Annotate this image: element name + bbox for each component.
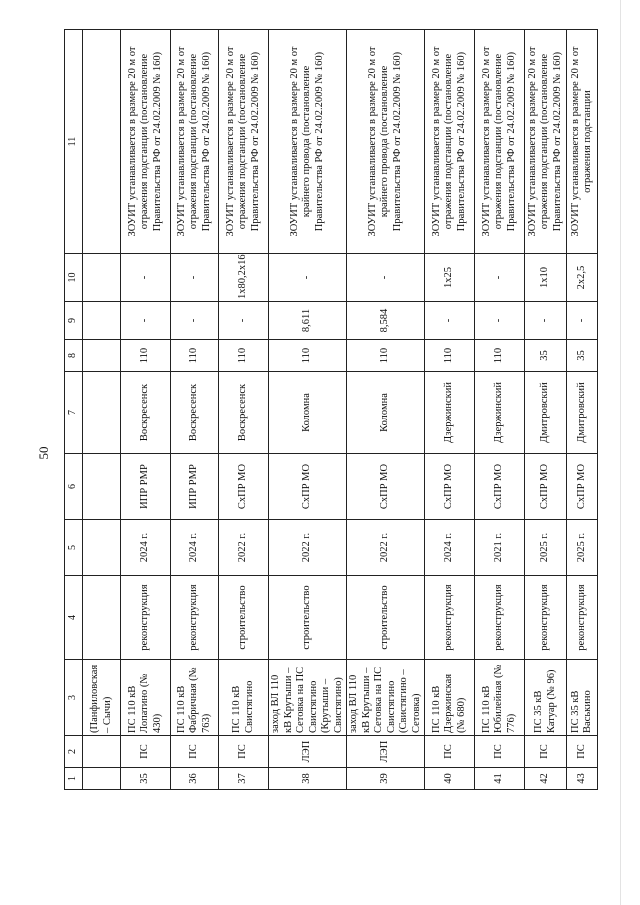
object-name-cell: ПС 110 кВ Лопатино (№ 430) bbox=[121, 660, 171, 736]
zone-note-cell: ЗОУИТ устанавливается в размере 20 м от отражения подстанции bbox=[567, 30, 598, 254]
voltage-cell: 110 bbox=[475, 340, 525, 372]
length-cell: - bbox=[171, 302, 219, 340]
zone-note-cell bbox=[83, 30, 121, 254]
work-type-cell: строительство bbox=[219, 576, 269, 660]
object-name-cell: (Панфиловская – Сычи) bbox=[83, 660, 121, 736]
year-cell: 2022 г. bbox=[269, 520, 347, 576]
object-type-cell bbox=[83, 736, 121, 768]
work-type-cell: реконструкция bbox=[475, 576, 525, 660]
row-number-cell: 40 bbox=[425, 768, 475, 790]
voltage-cell: 110 bbox=[425, 340, 475, 372]
work-type-cell: реконструкция bbox=[425, 576, 475, 660]
object-name-cell: ПС 110 кВ Дзержинская (№ 680) bbox=[425, 660, 475, 736]
row-number-cell bbox=[83, 768, 121, 790]
header-cell: 10 bbox=[65, 254, 83, 302]
length-cell: - bbox=[121, 302, 171, 340]
capacity-cell: 1х25 bbox=[425, 254, 475, 302]
objects-table bbox=[64, 29, 598, 790]
header-cell: 11 bbox=[65, 30, 83, 254]
object-type-cell: ПС bbox=[121, 736, 171, 768]
municipality-cell: Воскресенск bbox=[219, 372, 269, 454]
table-body bbox=[65, 30, 598, 790]
row-number-cell: 39 bbox=[347, 768, 425, 790]
municipality-cell: Дмитровский bbox=[567, 372, 598, 454]
header-cell: 5 bbox=[65, 520, 83, 576]
year-cell: 2024 г. bbox=[171, 520, 219, 576]
header-row bbox=[65, 30, 83, 790]
capacity-cell bbox=[83, 254, 121, 302]
voltage-cell bbox=[83, 340, 121, 372]
zone-note-cell: ЗОУИТ устанавливается в размере 20 м от отражения подстанции (постановление Правительства РФ от 24.02.2009 № 160) bbox=[219, 30, 269, 254]
municipality-cell: Воскресенск bbox=[171, 372, 219, 454]
header-cell: 7 bbox=[65, 372, 83, 454]
object-name-cell: ПС 110 кВ Фабричная (№ 763) bbox=[171, 660, 219, 736]
municipality-cell bbox=[83, 372, 121, 454]
table-row bbox=[347, 30, 425, 790]
document-cell: ИПР РМР bbox=[121, 454, 171, 520]
work-type-cell: строительство bbox=[269, 576, 347, 660]
object-type-cell: ПС bbox=[171, 736, 219, 768]
header-cell: 4 bbox=[65, 576, 83, 660]
object-name-cell: ПС 110 кВ Свистягино bbox=[219, 660, 269, 736]
work-type-cell: строительство bbox=[347, 576, 425, 660]
municipality-cell: Дмитровский bbox=[525, 372, 567, 454]
header-cell: 6 bbox=[65, 454, 83, 520]
capacity-cell: - bbox=[121, 254, 171, 302]
length-cell bbox=[83, 302, 121, 340]
year-cell: 2025 г. bbox=[525, 520, 567, 576]
row-number-cell: 43 bbox=[567, 768, 598, 790]
year-cell bbox=[83, 520, 121, 576]
header-cell: 8 bbox=[65, 340, 83, 372]
document-cell: ИПР РМР bbox=[171, 454, 219, 520]
zone-note-cell: ЗОУИТ устанавливается в размере 20 м от отражения подстанции (постановление Правительства РФ от 24.02.2009 № 160) bbox=[475, 30, 525, 254]
length-cell: - bbox=[425, 302, 475, 340]
work-type-cell: реконструкция bbox=[567, 576, 598, 660]
object-type-cell: ПС bbox=[567, 736, 598, 768]
zone-note-cell: ЗОУИТ устанавливается в размере 20 м от отражения подстанции (постановление Правительства РФ от 24.02.2009 № 160) bbox=[121, 30, 171, 254]
year-cell: 2024 г. bbox=[425, 520, 475, 576]
work-type-cell: реконструкция bbox=[171, 576, 219, 660]
row-number-cell: 37 bbox=[219, 768, 269, 790]
header-cell: 2 bbox=[65, 736, 83, 768]
length-cell: - bbox=[525, 302, 567, 340]
capacity-cell: - bbox=[347, 254, 425, 302]
capacity-cell: 1х80,2х16 bbox=[219, 254, 269, 302]
voltage-cell: 110 bbox=[269, 340, 347, 372]
document-cell bbox=[83, 454, 121, 520]
municipality-cell: Коломна bbox=[347, 372, 425, 454]
row-number-cell: 35 bbox=[121, 768, 171, 790]
rotated-table-container bbox=[64, 30, 634, 790]
object-name-cell: ПС 35 кВ Катуар (№ 96) bbox=[525, 660, 567, 736]
work-type-cell: реконструкция bbox=[121, 576, 171, 660]
length-cell: - bbox=[567, 302, 598, 340]
row-number-cell: 41 bbox=[475, 768, 525, 790]
capacity-cell: 2х2,5 bbox=[567, 254, 598, 302]
table-row bbox=[525, 30, 567, 790]
header-cell: 9 bbox=[65, 302, 83, 340]
capacity-cell: - bbox=[171, 254, 219, 302]
document-cell: СхПР МО bbox=[567, 454, 598, 520]
document-cell: СхПР МО bbox=[347, 454, 425, 520]
year-cell: 2021 г. bbox=[475, 520, 525, 576]
voltage-cell: 35 bbox=[567, 340, 598, 372]
table-row bbox=[475, 30, 525, 790]
zone-note-cell: ЗОУИТ устанавливается в размере 20 м от отражения подстанции (постановление Правительства РФ от 24.02.2009 № 160) bbox=[525, 30, 567, 254]
voltage-cell: 110 bbox=[219, 340, 269, 372]
municipality-cell: Дзержинский bbox=[425, 372, 475, 454]
capacity-cell: 1х10 bbox=[525, 254, 567, 302]
object-type-cell: ПС bbox=[475, 736, 525, 768]
object-type-cell: ЛЭП bbox=[347, 736, 425, 768]
voltage-cell: 110 bbox=[121, 340, 171, 372]
zone-note-cell: ЗОУИТ устанавливается в размере 20 м от крайнего провода (постановление Правительства РФ от 24.02.2009 № 160) bbox=[347, 30, 425, 254]
municipality-cell: Коломна bbox=[269, 372, 347, 454]
zone-note-cell: ЗОУИТ устанавливается в размере 20 м от крайнего провода (постановление Правительства РФ от 24.02.2009 № 160) bbox=[269, 30, 347, 254]
table-row bbox=[171, 30, 219, 790]
work-type-cell bbox=[83, 576, 121, 660]
row-number-cell: 38 bbox=[269, 768, 347, 790]
object-type-cell: ПС bbox=[425, 736, 475, 768]
document-cell: СхПР МО bbox=[425, 454, 475, 520]
municipality-cell: Дзержинский bbox=[475, 372, 525, 454]
table-row bbox=[83, 30, 121, 790]
table-row bbox=[425, 30, 475, 790]
voltage-cell: 110 bbox=[171, 340, 219, 372]
object-type-cell: ЛЭП bbox=[269, 736, 347, 768]
work-type-cell: реконструкция bbox=[525, 576, 567, 660]
page-number: 50 bbox=[36, 446, 51, 460]
object-name-cell: заход ВЛ 110 кВ Крутыши – Сетовка на ПС Свистягино (Свистягино – Сетовка) bbox=[347, 660, 425, 736]
year-cell: 2022 г. bbox=[219, 520, 269, 576]
object-name-cell: заход ВЛ 110 кВ Крутыши – Сетовка на ПС Свистягино (Крутыши – Свистягино) bbox=[269, 660, 347, 736]
document-cell: СхПР МО bbox=[525, 454, 567, 520]
table-row bbox=[269, 30, 347, 790]
municipality-cell: Воскресенск bbox=[121, 372, 171, 454]
object-type-cell: ПС bbox=[525, 736, 567, 768]
table-row bbox=[219, 30, 269, 790]
document-cell: СхПР МО bbox=[219, 454, 269, 520]
voltage-cell: 110 bbox=[347, 340, 425, 372]
object-name-cell: ПС 35 кВ Васькино bbox=[567, 660, 598, 736]
document-cell: СхПР МО bbox=[269, 454, 347, 520]
length-cell: - bbox=[475, 302, 525, 340]
header-cell: 1 bbox=[65, 768, 83, 790]
object-type-cell: ПС bbox=[219, 736, 269, 768]
object-name-cell: ПС 110 кВ Юбилейная (№ 776) bbox=[475, 660, 525, 736]
length-cell: - bbox=[219, 302, 269, 340]
header-cell: 3 bbox=[65, 660, 83, 736]
year-cell: 2022 г. bbox=[347, 520, 425, 576]
table-row bbox=[121, 30, 171, 790]
year-cell: 2025 г. bbox=[567, 520, 598, 576]
zone-note-cell: ЗОУИТ устанавливается в размере 20 м от отражения подстанции (постановление Правительства РФ от 24.02.2009 № 160) bbox=[425, 30, 475, 254]
row-number-cell: 36 bbox=[171, 768, 219, 790]
length-cell: 8,611 bbox=[269, 302, 347, 340]
document-cell: СхПР МО bbox=[475, 454, 525, 520]
capacity-cell: - bbox=[475, 254, 525, 302]
table-row bbox=[567, 30, 598, 790]
length-cell: 8,584 bbox=[347, 302, 425, 340]
zone-note-cell: ЗОУИТ устанавливается в размере 20 м от отражения подстанции (постановление Правительства РФ от 24.02.2009 № 160) bbox=[171, 30, 219, 254]
year-cell: 2024 г. bbox=[121, 520, 171, 576]
row-number-cell: 42 bbox=[525, 768, 567, 790]
voltage-cell: 35 bbox=[525, 340, 567, 372]
capacity-cell: - bbox=[269, 254, 347, 302]
